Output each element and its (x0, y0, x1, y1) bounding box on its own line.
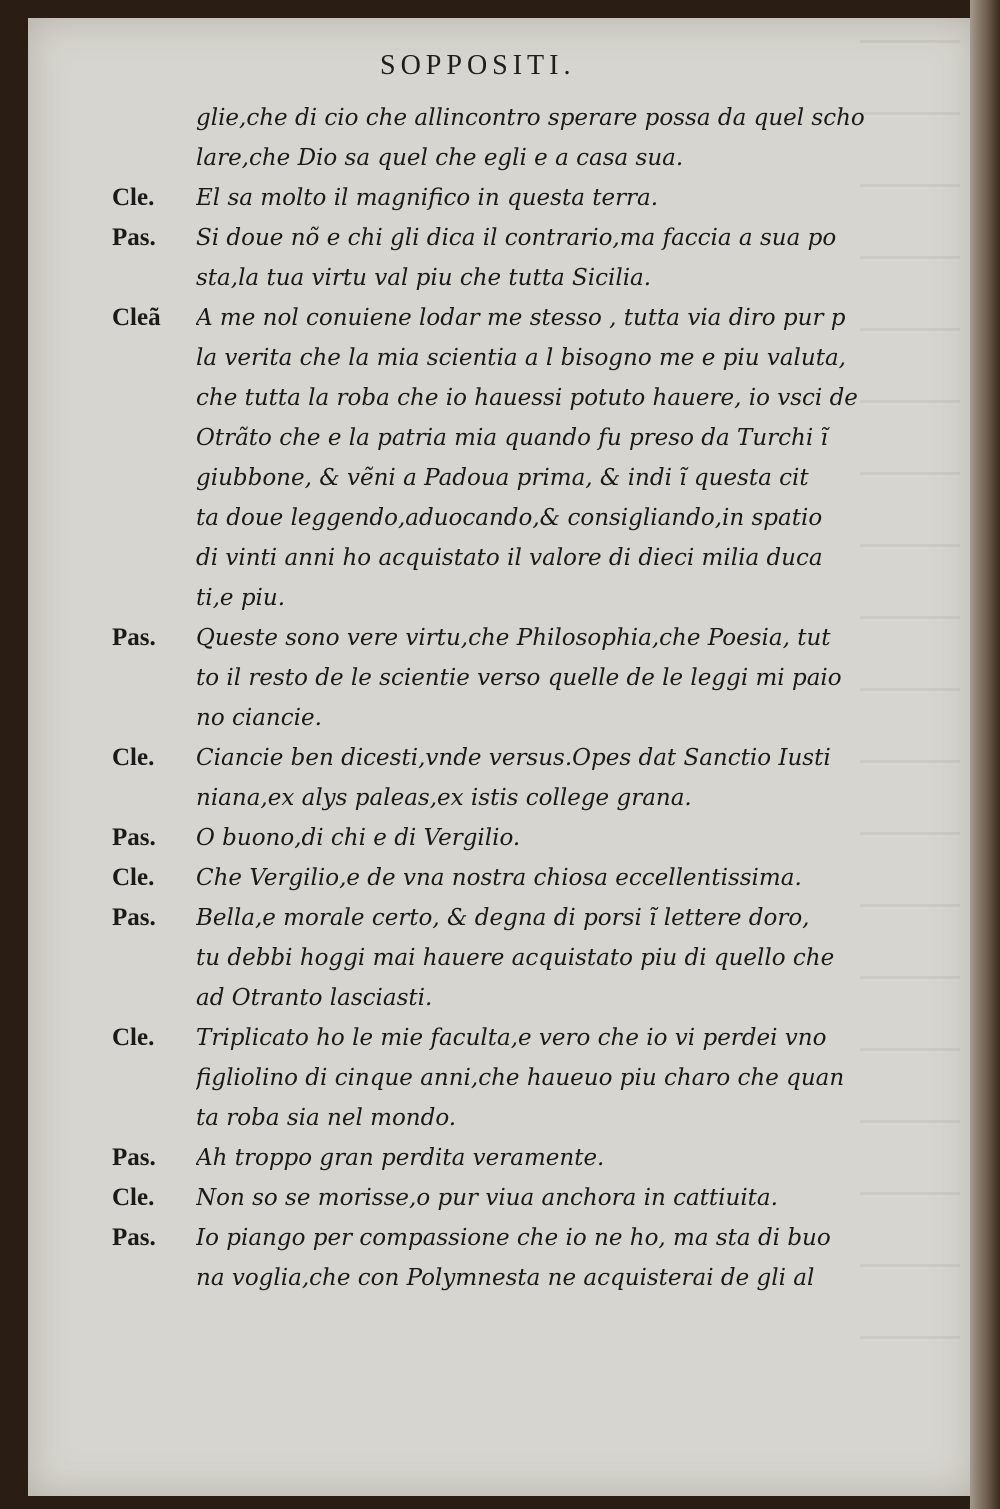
text-line: Io piango per compassione che io ne ho, ma sta di buo (196, 1225, 831, 1251)
text-line: O buono,di chi e di Vergilio. (196, 825, 521, 851)
text-line: ta doue leggendo,aduocando,& consigliando,in spatio (196, 505, 823, 531)
text-line: Ciancie ben dicesti,vnde versus.Opes dat Sanctio Iusti (196, 745, 831, 771)
speech-text (196, 218, 866, 298)
speaker-label: Cle. (112, 1024, 155, 1051)
speech-text (196, 98, 866, 178)
text-line: Queste sono vere virtu,che Philosophia,che Poesia, tut (196, 625, 831, 651)
speech-text (196, 178, 866, 218)
speech-text (196, 858, 866, 898)
speech-text (196, 898, 866, 1018)
speaker-label: Pas. (112, 624, 156, 651)
text-line: A me nol conuiene lodar me stesso , tutta via diro pur p (196, 305, 846, 331)
text-line: Ah troppo gran perdita veramente. (196, 1145, 605, 1171)
speech-text (196, 1138, 866, 1178)
text-line: sta,la tua virtu val piu che tutta Sicilia. (196, 265, 652, 291)
text-line: Non so se morisse,o pur viua anchora in cattiuita. (196, 1185, 778, 1211)
text-line: ad Otranto lasciasti. (196, 985, 433, 1011)
running-head: SOPPOSITI. (380, 50, 576, 81)
speaker-label: Pas. (112, 224, 156, 251)
speech-text (196, 298, 866, 618)
speech-text (196, 618, 866, 738)
text-line: che tutta la roba che io hauessi potuto hauere, io vsci de (196, 385, 858, 411)
text-line: niana,ex alys paleas,ex istis college grana. (196, 785, 692, 811)
speech-text (196, 818, 866, 858)
text-line: glie,che di cio che allincontro sperare possa da quel scho (196, 105, 865, 131)
show-through (860, 40, 960, 1340)
speaker-label: Pas. (112, 904, 156, 931)
speech-text (196, 1178, 866, 1218)
speaker-label: Cle. (112, 1184, 155, 1211)
text-line: Bella,e morale certo, & degna di porsi ĩ lettere doro, (196, 905, 810, 931)
speaker-label: Cleã (112, 304, 161, 331)
text-line: Triplicato ho le mie faculta,e vero che io vi perdei vno (196, 1025, 827, 1051)
speaker-label: Pas. (112, 1144, 156, 1171)
speech-text (196, 1018, 866, 1138)
text-line: ta roba sia nel mondo. (196, 1105, 457, 1131)
speaker-label: Cle. (112, 864, 155, 891)
text-line: lare,che Dio sa quel che egli e a casa sua. (196, 145, 684, 171)
speaker-label: Cle. (112, 744, 155, 771)
text-line: na voglia,che con Polymnesta ne acquisterai de gli al (196, 1265, 815, 1291)
speaker-label: Pas. (112, 1224, 156, 1251)
text-line: tu debbi hoggi mai hauere acquistato piu di quello che (196, 945, 835, 971)
text-line: Che Vergilio,e de vna nostra chiosa eccellentissima. (196, 865, 802, 891)
text-line: figliolino di cinque anni,che haueuo piu charo che quan (196, 1065, 845, 1091)
speaker-label: Cle. (112, 184, 155, 211)
speaker-label: Pas. (112, 824, 156, 851)
speech-text (196, 1218, 866, 1298)
speech-text (196, 738, 866, 818)
text-line: to il resto de le scientie verso quelle de le leggi mi paio (196, 665, 842, 691)
text-line: El sa molto il magnifico in questa terra. (196, 185, 659, 211)
text-line: la verita che la mia scientia a l bisogno me e piu valuta, (196, 345, 846, 371)
text-line: giubbone, & vẽni a Padoua prima, & indi ĩ questa cit (196, 465, 809, 491)
text-line: ti,e piu. (196, 585, 286, 611)
text-line: Si doue nõ e chi gli dica il contrario,ma faccia a sua po (196, 225, 837, 251)
text-line: no ciancie. (196, 705, 322, 731)
text-line: Otrãto che e la patria mia quando fu preso da Turchi ĩ (196, 425, 828, 451)
text-line: di vinti anni ho acquistato il valore di dieci milia duca (196, 545, 823, 571)
book-spine (970, 0, 1000, 1509)
